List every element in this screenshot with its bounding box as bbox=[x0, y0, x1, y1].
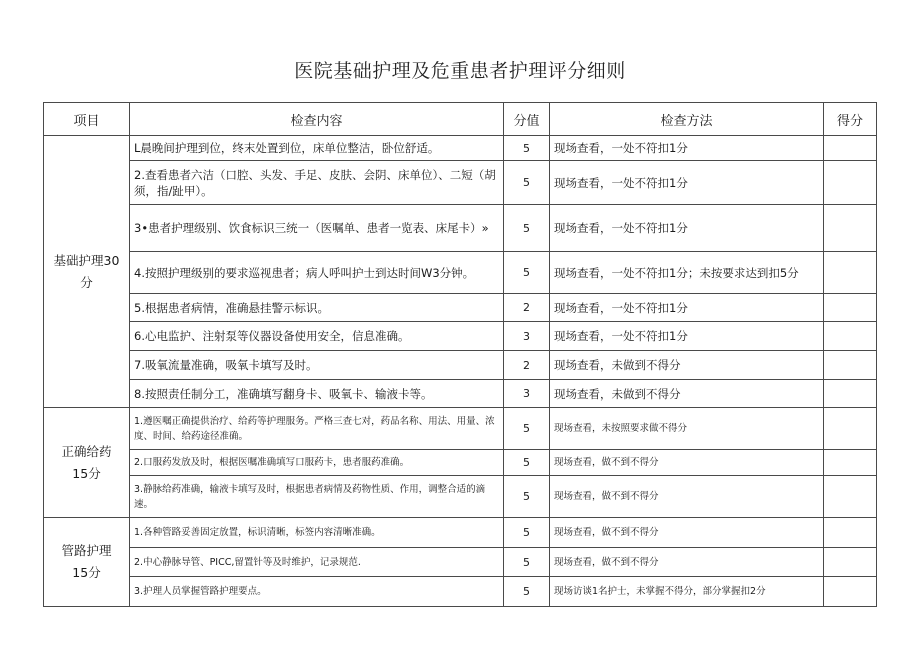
check-method: 现场查看，做不到不得分 bbox=[550, 476, 824, 518]
score-got-cell[interactable] bbox=[824, 161, 877, 205]
score-got-cell[interactable] bbox=[824, 408, 877, 450]
table-row bbox=[44, 322, 877, 351]
check-method: 现场查看，一处不符扣1分 bbox=[550, 136, 824, 161]
check-method: 现场查看，做不到不得分 bbox=[550, 450, 824, 476]
check-method: 现场查看，一处不符扣1分 bbox=[550, 294, 824, 322]
score-value: 5 bbox=[504, 577, 550, 607]
table-row bbox=[44, 577, 877, 607]
score-value: 2 bbox=[504, 294, 550, 322]
check-content: 7.吸氧流量准确，吸氧卡填写及时。 bbox=[130, 351, 504, 380]
check-method: 现场查看，未按照要求做不得分 bbox=[550, 408, 824, 450]
table-row bbox=[44, 548, 877, 577]
score-value: 3 bbox=[504, 322, 550, 351]
category-medication-points: 15分 bbox=[72, 465, 101, 481]
header-item: 项目 bbox=[44, 103, 130, 136]
check-content: 3.静脉给药准确，输液卡填写及时，根据患者病情及药物性质、作用，调整合适的滴速。 bbox=[130, 476, 504, 518]
category-basic-care: 基础护理30分 bbox=[44, 136, 130, 408]
table-row bbox=[44, 476, 877, 518]
table-row bbox=[44, 136, 877, 161]
check-method: 现场查看，一处不符扣1分 bbox=[550, 161, 824, 205]
score-value: 5 bbox=[504, 518, 550, 548]
check-method: 现场访谈1名护士，未掌握不得分，部分掌握扣2分 bbox=[550, 577, 824, 607]
score-got-cell[interactable] bbox=[824, 252, 877, 294]
table-row bbox=[44, 205, 877, 252]
table-row bbox=[44, 161, 877, 205]
check-content: 6.心电监护、注射泵等仪器设备使用安全，信息准确。 bbox=[130, 322, 504, 351]
category-tube-care bbox=[44, 518, 130, 607]
score-value: 5 bbox=[504, 548, 550, 577]
table-row bbox=[44, 351, 877, 380]
check-method: 现场查看，一处不符扣1分；未按要求达到扣5分 bbox=[550, 252, 824, 294]
header-method: 检查方法 bbox=[550, 103, 824, 136]
check-method: 现场查看，做不到不得分 bbox=[550, 518, 824, 548]
check-content: 5.根据患者病情，准确悬挂警示标识。 bbox=[130, 294, 504, 322]
table-row bbox=[44, 518, 877, 548]
score-got-cell[interactable] bbox=[824, 294, 877, 322]
score-got-cell[interactable] bbox=[824, 136, 877, 161]
check-content: 4.按照护理级别的要求巡视患者；病人呼叫护士到达时间W3分钟。 bbox=[130, 252, 504, 294]
check-method: 现场查看，做不到不得分 bbox=[550, 548, 824, 577]
check-content: 2.口服药发放及时，根据医嘱准确填写口服药卡，患者服药准确。 bbox=[130, 450, 504, 476]
score-got-cell[interactable] bbox=[824, 205, 877, 252]
header-score: 分值 bbox=[504, 103, 550, 136]
score-value: 3 bbox=[504, 380, 550, 408]
header-row bbox=[44, 103, 877, 136]
score-got-cell[interactable] bbox=[824, 518, 877, 548]
scoring-table bbox=[43, 102, 877, 607]
table-row bbox=[44, 380, 877, 408]
score-value: 5 bbox=[504, 408, 550, 450]
table-row bbox=[44, 408, 877, 450]
check-content: 2.中心静脉导管、PICC,留置针等及时维护，记录规范. bbox=[130, 548, 504, 577]
check-content: 8.按照责任制分工，准确填写翻身卡、吸氧卡、输液卡等。 bbox=[130, 380, 504, 408]
table-row bbox=[44, 450, 877, 476]
check-content: 3•患者护理级别、饮食标识三统一（医嘱单、患者一览表、床尾卡）» bbox=[130, 205, 504, 252]
score-got-cell[interactable] bbox=[824, 476, 877, 518]
check-content: 3.护理人员掌握管路护理要点。 bbox=[130, 577, 504, 607]
score-got-cell[interactable] bbox=[824, 322, 877, 351]
check-content: 1.遵医嘱正确提供治疗、给药等护理服务。严格三查七对，药品名称、用法、用量、浓度、时间、给药途径准确。 bbox=[130, 408, 504, 450]
check-method: 现场查看，一处不符扣1分 bbox=[550, 322, 824, 351]
header-got: 得分 bbox=[824, 103, 877, 136]
score-value: 5 bbox=[504, 252, 550, 294]
score-value: 5 bbox=[504, 476, 550, 518]
page-title: 医院基础护理及危重患者护理评分细则 bbox=[294, 60, 626, 82]
category-medication bbox=[44, 408, 130, 518]
score-value: 5 bbox=[504, 205, 550, 252]
check-method: 现场查看，未做到不得分 bbox=[550, 380, 824, 408]
score-value: 2 bbox=[504, 351, 550, 380]
score-got-cell[interactable] bbox=[824, 351, 877, 380]
table-row bbox=[44, 252, 877, 294]
score-got-cell[interactable] bbox=[824, 548, 877, 577]
score-value: 5 bbox=[504, 136, 550, 161]
score-got-cell[interactable] bbox=[824, 577, 877, 607]
table-row bbox=[44, 294, 877, 322]
check-method: 现场查看，未做到不得分 bbox=[550, 351, 824, 380]
category-tube-care-name: 管路护理 bbox=[61, 543, 112, 558]
category-tube-care-points: 15分 bbox=[72, 565, 101, 580]
header-content: 检查内容 bbox=[130, 103, 504, 136]
check-method: 现场查看，一处不符扣1分 bbox=[550, 205, 824, 252]
category-medication-name: 正确给药 bbox=[61, 443, 112, 459]
score-got-cell[interactable] bbox=[824, 450, 877, 476]
check-content: L晨晚间护理到位，终末处置到位，床单位整洁，卧位舒适。 bbox=[130, 136, 504, 161]
score-value: 5 bbox=[504, 161, 550, 205]
check-content: 2.查看患者六洁（口腔、头发、手足、皮肤、会阴、床单位）、二短（胡须，指/趾甲）。 bbox=[130, 161, 504, 205]
check-content: 1.各种管路妥善固定放置，标识清晰，标签内容清晰准确。 bbox=[130, 518, 504, 548]
score-value: 5 bbox=[504, 450, 550, 476]
score-got-cell[interactable] bbox=[824, 380, 877, 408]
